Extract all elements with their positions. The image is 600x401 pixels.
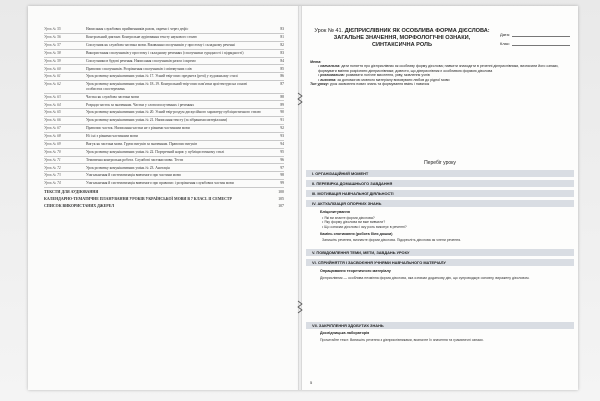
toc-extra-page: 105 (278, 197, 284, 201)
toc-lesson-number: Урок № 72 (44, 165, 61, 170)
lab-text: Прочитайте текст. Випишіть речення з дієприслівниками, визначте їх значення та граматичні ознаки. (320, 338, 484, 342)
page-number: 5 (310, 380, 313, 385)
toc-lesson-number: Урок № 70 (44, 149, 61, 154)
toc-page: 95 (280, 149, 284, 154)
toc-row (44, 172, 284, 180)
toc-lesson-number: Урок № 62 (44, 82, 61, 87)
goal-tag: розвивальна: (320, 73, 345, 78)
toc-row (44, 133, 284, 141)
toc-row (44, 101, 284, 109)
lesson-heading (312, 28, 492, 48)
subsection-blitz: Бліцопитування (320, 210, 350, 214)
toc-row (44, 50, 284, 58)
goal-text: розвивати логічне мислення, уяву, мовлення учнів (345, 73, 430, 78)
goal-tag: виховна: (320, 77, 337, 82)
toc-lesson-number: Урок № 61 (44, 74, 61, 79)
toc-row (44, 109, 284, 117)
toc-extra-title: ТЕКСТИ ДЛЯ АУДІЮВАННЯ (44, 190, 99, 194)
toc-page: 90 (280, 110, 284, 115)
table-of-contents (44, 26, 284, 209)
toc-extra-row (44, 204, 284, 209)
toc-extra-title: КАЛЕНДАРНО-ТЕМАТИЧНЕ ПЛАНУВАННЯ УРОКІВ УКРАЇНСЬКОЇ МОВИ В 7 КЛАСІ. II СЕМЕСТР (44, 197, 232, 201)
toc-row (44, 42, 284, 50)
question-item: Що означає дієслово і яку роль виконує в реченні? (324, 224, 407, 229)
toc-page: 82 (280, 42, 284, 47)
toc-page: 96 (280, 157, 284, 162)
toc-title: Узагальнення й систематизація вивченого про частини мови (86, 173, 181, 178)
toc-title: Урок розвитку комунікативних умінь № 20. Усний твір-роздум дискусійного характеру публіцистичного стилю (86, 110, 261, 115)
lesson-title: ДІЄПРИСЛІВНИК ЯК ОСОБЛИВА ФОРМА ДІЄСЛОВА: ЗАГАЛЬНЕ ЗНАЧЕННЯ, МОРФОЛОГІЧНІ ОЗНАКИ, СИНТАКСИЧНА РОЛЬ (333, 28, 490, 48)
toc-row (44, 141, 284, 149)
toc-row (44, 94, 284, 102)
toc-extra-row (44, 190, 284, 195)
goals-label: Мета: (310, 60, 322, 64)
toc-title: Написання службових прийменників разом, окремо і через дефіс (86, 27, 189, 32)
date-label: Дата: (500, 32, 510, 37)
toc-title: Використання сполучників у простому і складному реченнях (сполучники сурядності і підрядності) (86, 50, 244, 55)
subsection-lab: Дослідницька лабораторія (320, 331, 370, 335)
toc-title: Урок розвитку комунікативних умінь № 22. Портретний нарис у публіцистичному стилі (86, 149, 225, 154)
section-bar-1: I. ОРГАНІЗАЦІЙНИЙ МОМЕНТ (306, 170, 574, 177)
toc-row (44, 157, 284, 165)
question-item: Які ви знаєте форми дієслова? (324, 216, 375, 220)
toc-page: 92 (280, 126, 284, 131)
toc-title: Урок розвитку комунікативних умінь № 18–19. Контрольний твір-опис пам'ятки архітектури на основі особистих спостережень (86, 82, 248, 91)
theory-text: Дієприслівник — особлива незмінна форма дієслова, яка означає додаткову дію, що супроводжує основну, виражену дієсловом. (320, 276, 530, 280)
toc-row (44, 149, 284, 157)
toc-row (44, 117, 284, 125)
toc-page: 83 (280, 50, 284, 55)
toc-title: Урок розвитку комунікативних умінь № 23. Анотація (86, 165, 170, 170)
toc-page: 84 (280, 58, 284, 63)
toc-row (44, 26, 284, 34)
toc-row (44, 73, 284, 81)
toc-title: Правопис сполучників. Розрізнення сполучників і співзвучних слів (86, 66, 192, 71)
toc-lesson-number: Урок № 65 (44, 110, 61, 115)
toc-extra-page: 107 (278, 204, 284, 208)
toc-lesson-number: Урок № 64 (44, 102, 61, 107)
subsection-theory: Опрацювання теоретичного матеріалу (320, 269, 391, 273)
toc-lesson-number: Урок № 63 (44, 94, 61, 99)
toc-lesson-number: Урок № 69 (44, 141, 61, 146)
toc-row (44, 125, 284, 133)
toc-page: 86 (280, 74, 284, 79)
toc-extra-title: СПИСОК ВИКОРИСТАНИХ ДЖЕРЕЛ (44, 204, 115, 208)
toc-lesson-number: Урок № 67 (44, 126, 61, 131)
toc-page: 99 (280, 181, 284, 186)
toc-lesson-number: Урок № 73 (44, 173, 61, 178)
lesson-type: урок засвоєння нових знань та формування вмінь і навичок (329, 82, 430, 87)
toc-page: 91 (280, 118, 284, 123)
toc-lesson-number: Урок № 71 (44, 157, 61, 162)
stone-text: Запишіть речення, визначте форми дієслова. Підкресліть дієслова як члени речення. (322, 238, 462, 242)
toc-title: Сполучник як службова частина мови. Вживання сполучників у простому і складному реченні (86, 42, 235, 47)
section-bar-2: II. ПЕРЕВІРКА ДОМАШНЬОГО ЗАВДАННЯ (306, 180, 574, 187)
lesson-number: Урок № 41. (314, 28, 344, 34)
toc-page: 93 (280, 134, 284, 139)
goal-text: дати поняття про дієприслівник як особливу форму дієслова; навчити знаходити в реченні дієприслівники, визначати його ознаки, формувати вміння розрізняти дієприслівники; довести, що дієприслівник є особливою формою дієслова (318, 64, 559, 73)
toc-extra-row (44, 197, 284, 202)
class-field[interactable] (512, 39, 570, 46)
toc-title: Урок розвитку комунікативних умінь № 17. Усний твір-опис предмета (речі) у художньому стилі (86, 74, 238, 79)
toc-title: Частка як службова частина мови (86, 94, 139, 99)
toc-extra-page: 100 (278, 190, 284, 194)
toc-row (44, 81, 284, 93)
section-bar-7: VII. ЗАКРІПЛЕННЯ ЗДОБУТИХ ЗНАНЬ (306, 322, 574, 329)
toc-title: Сполучники в будові речення. Написання сполучників разом і окремо (86, 58, 196, 63)
toc-page: 81 (280, 35, 284, 40)
question-item: Яку форму дієслова ви вже вивчили? (324, 220, 386, 225)
plan-title: Перебіг уроку (424, 160, 456, 166)
book-spine (298, 6, 302, 390)
section-bar-5: V. ПОВІДОМЛЕННЯ ТЕМИ, МЕТИ, ЗАВДАНЬ УРОКУ (306, 249, 574, 256)
subsection-stone: Камінь спотикання (робота біля дошки) (320, 232, 393, 236)
toc-title: Контрольний диктант. Контрольне аудіювання тексту наукового стилю (86, 35, 198, 40)
toc-page: 83 (280, 27, 284, 32)
toc-lesson-number: Урок № 60 (44, 66, 61, 71)
toc-title: Тематична контрольна робота. Службові частини мови. Тести (86, 157, 184, 162)
section-bar-3: III. МОТИВАЦІЯ НАВЧАЛЬНОЇ ДІЯЛЬНОСТІ (306, 190, 574, 197)
toc-title: Узагальнення й систематизація вивченого про правопис і розрізнення службових частин мови (86, 181, 234, 186)
section-bar-6: VI. СПРИЙНЯТТЯ І ЗАСВОЄННЯ УЧНЯМИ НАВЧАЛЬНОГО МАТЕРІАЛУ (306, 259, 574, 266)
toc-page: 87 (280, 82, 284, 87)
toc-lesson-number: Урок № 74 (44, 181, 61, 186)
toc-title: Розряди часток за значенням. Частки у словосполученнях і реченнях (86, 102, 195, 107)
toc-title: Вигук як частина мови. Групи вигуків за значенням. Правопис вигуків (86, 141, 197, 146)
toc-lesson-number: Урок № 68 (44, 134, 61, 139)
toc-lesson-number: Урок № 57 (44, 42, 61, 47)
lesson-goals: Мета: • навчальна: дати поняття про дієприслівник як особливу форму дієслова; навчити знаходити в реченні дієприслівники, визначати його ознаки, формувати вміння розрізняти дієприслівники; довести, що дієприслівник є особливою формою дієслова • розвивальна: розвивати логічне мислення, уяву, мовлення учнів • виховна: за допомогою мовного матеріалу виховувати любов до рідної мови Тип уроку: урок засвоєння нових знань та формування вмінь і навичок (310, 60, 559, 87)
goal-tag: навчальна: (320, 64, 341, 69)
class-label: Клас: (500, 41, 510, 46)
toc-lesson-number: Урок № 59 (44, 58, 61, 63)
toc-page: 97 (280, 165, 284, 170)
goal-text: за допомогою мовного матеріалу виховувати любов до рідної мови (337, 77, 450, 82)
lesson-meta (500, 30, 570, 48)
toc-page: 94 (280, 141, 284, 146)
toc-row (44, 65, 284, 73)
toc-page: 85 (280, 66, 284, 71)
section-bar-4: IV. АКТУАЛІЗАЦІЯ ОПОРНИХ ЗНАНЬ (306, 200, 574, 207)
toc-row (44, 34, 284, 42)
toc-row (44, 58, 284, 66)
toc-title: Ні і ні з різними частинами мови (86, 134, 138, 139)
toc-lesson-number: Урок № 66 (44, 118, 61, 123)
toc-lesson-number: Урок № 58 (44, 50, 61, 55)
blitz-questions: • Які ви знаєте форми дієслова? • Яку форму дієслова ви вже вивчили? • Що означає дієслово і яку роль виконує в реченні? (322, 216, 407, 229)
toc-title: Правопис часток. Написання частки не з різними частинами мови (86, 126, 190, 131)
toc-page: 89 (280, 102, 284, 107)
staple-top (297, 92, 303, 106)
toc-row (44, 164, 284, 172)
date-field[interactable] (512, 30, 570, 37)
toc-row (44, 180, 284, 188)
toc-lesson-number: Урок № 55 (44, 27, 61, 32)
lesson-type-label: Тип уроку: (310, 82, 329, 87)
toc-lesson-number: Урок № 56 (44, 35, 61, 40)
toc-page: 88 (280, 94, 284, 99)
staple-bottom (297, 300, 303, 314)
toc-title: Урок розвитку комунікативних умінь № 21. Написання тексту (за зібраними матеріалами) (86, 118, 228, 123)
toc-page: 98 (280, 173, 284, 178)
